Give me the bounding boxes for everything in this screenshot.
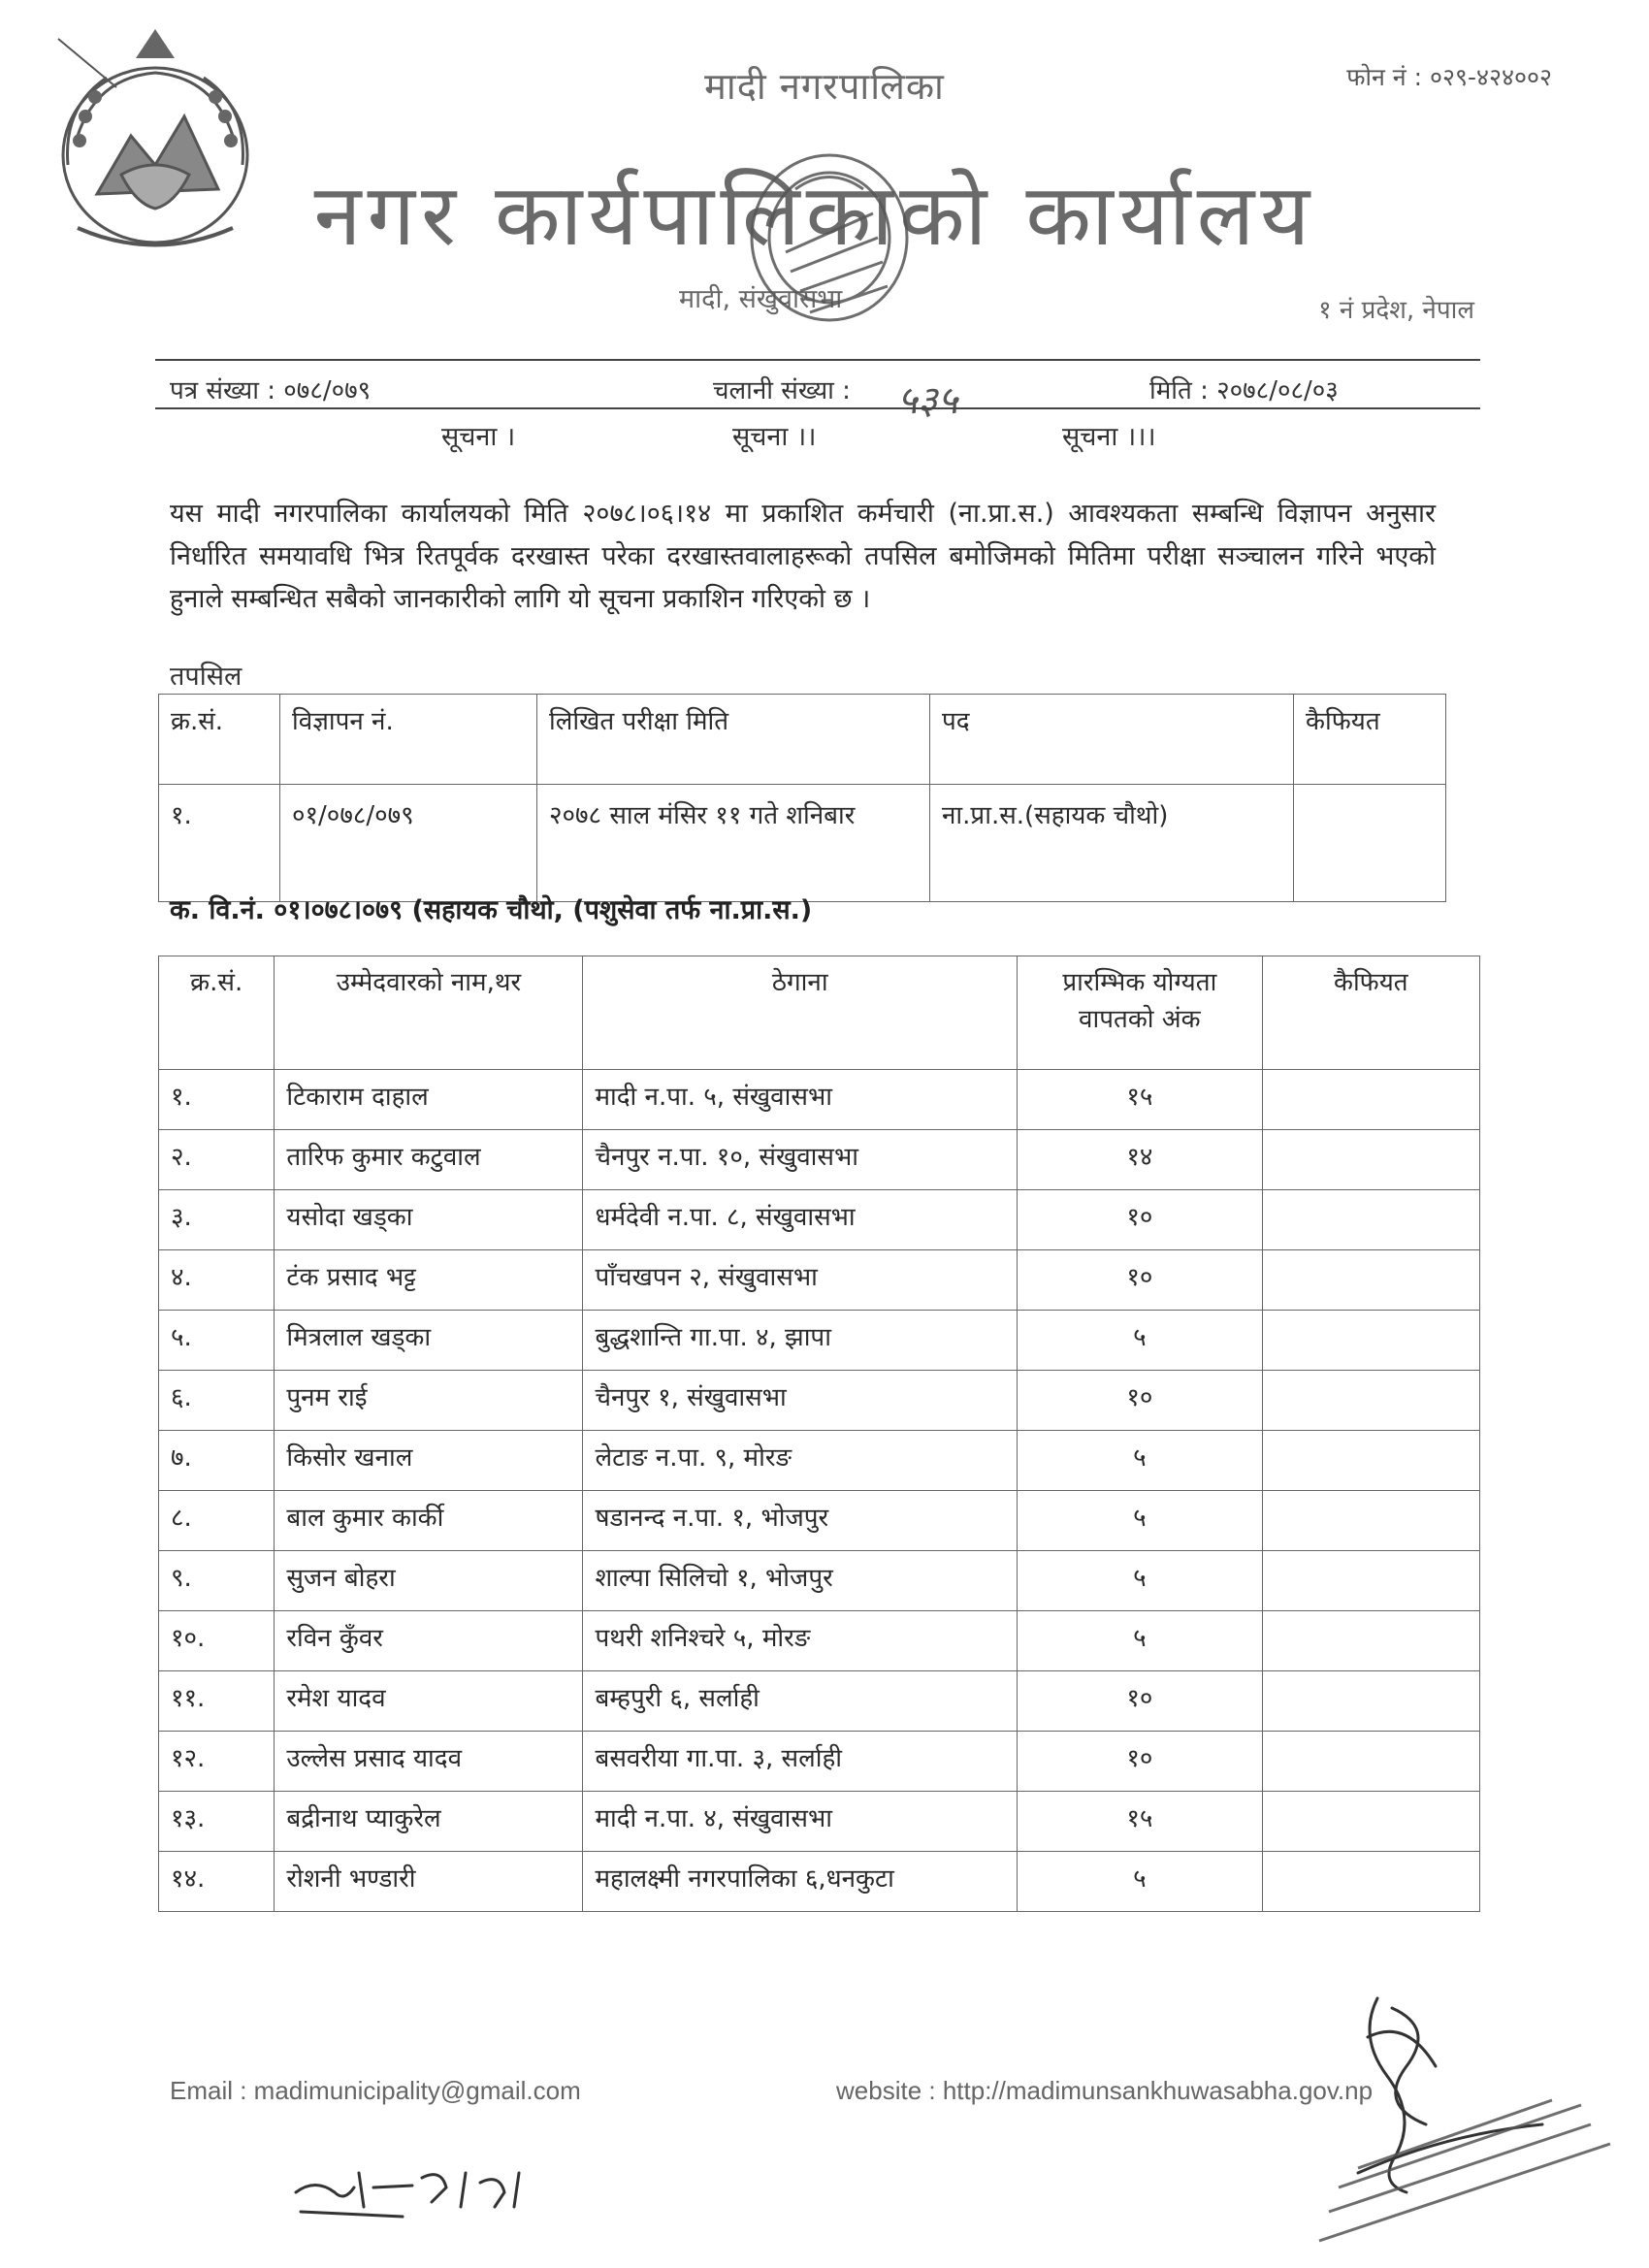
serial-cell: ८.: [159, 1491, 275, 1551]
serial-cell: १२.: [159, 1732, 275, 1792]
table-row: [159, 1491, 1480, 1551]
address-cell: शाल्पा सिलिचो १, भोजपुर: [583, 1551, 1018, 1611]
reference-row: [170, 372, 1470, 423]
address-cell: पाँचखपन २, संखुवासभा: [583, 1250, 1018, 1311]
table-row: [159, 785, 1446, 902]
remark-cell: [1262, 1852, 1479, 1912]
candidate-name-cell: टंक प्रसाद भट्ट: [275, 1250, 583, 1311]
serial-cell: १.: [159, 1070, 275, 1130]
column-header: कैफियत: [1294, 695, 1446, 785]
address-cell: बम्हपुरी ६, सर्लाही: [583, 1671, 1018, 1732]
score-cell: ५: [1018, 1431, 1263, 1491]
score-cell: १५: [1018, 1070, 1263, 1130]
candidate-name-cell: पुनम राई: [275, 1371, 583, 1431]
table-cell: २०७८ साल मंसिर ११ गते शनिबार: [537, 785, 930, 902]
schedule-label: तपसिल: [170, 662, 242, 692]
remark-cell: [1262, 1792, 1479, 1852]
notice-label-2: सूचना ।।: [732, 422, 817, 452]
column-header: विज्ञापन नं.: [280, 695, 537, 785]
table-row: [159, 1671, 1480, 1732]
table-row: [159, 1551, 1480, 1611]
address-cell: मादी न.पा. ५, संखुवासभा: [583, 1070, 1018, 1130]
serial-cell: ९.: [159, 1551, 275, 1611]
officer-signature-stamp: [1300, 1979, 1630, 2260]
municipality-name: मादी नगरपालिका: [704, 65, 945, 108]
column-header: पद: [930, 695, 1294, 785]
phone-number: फोन नं : ०२९-४२४००२: [1346, 63, 1552, 91]
candidate-name-cell: सुजन बोहरा: [275, 1551, 583, 1611]
table-row: [159, 1311, 1480, 1371]
table-row: [159, 1611, 1480, 1671]
address-cell: बुद्धशान्ति गा.पा. ४, झापा: [583, 1311, 1018, 1371]
remark-cell: [1262, 1611, 1479, 1671]
header-divider-top: [155, 359, 1480, 361]
table-header-row: [159, 956, 1480, 1070]
office-seal-stamp: [718, 146, 941, 359]
score-cell: १५: [1018, 1792, 1263, 1852]
serial-cell: ५.: [159, 1311, 275, 1371]
address-cell: मादी न.पा. ४, संखुवासभा: [583, 1792, 1018, 1852]
vacancy-heading: क. वि.नं. ०१।०७८।०७९ (सहायक चौथो, (पशुसेवा तर्फ ना.प्रा.स.): [170, 895, 813, 925]
table-header-row: [159, 695, 1446, 785]
address-cell: लेटाङ न.पा. ९, मोरङ: [583, 1431, 1018, 1491]
column-header: प्रारम्भिक योग्यता वापतको अंक: [1018, 956, 1263, 1070]
serial-cell: २.: [159, 1130, 275, 1190]
office-address: मादी, संखुवासभा: [679, 284, 843, 314]
score-cell: ५: [1018, 1311, 1263, 1371]
candidate-name-cell: बद्रीनाथ प्याकुरेल: [275, 1792, 583, 1852]
table-row: [159, 1070, 1480, 1130]
handwritten-note: [286, 2149, 577, 2226]
table-row: [159, 1130, 1480, 1190]
nepal-emblem-icon: [39, 19, 272, 272]
candidate-name-cell: टिकाराम दाहाल: [275, 1070, 583, 1130]
score-cell: १४: [1018, 1130, 1263, 1190]
score-cell: १०: [1018, 1671, 1263, 1732]
column-header: ठेगाना: [583, 956, 1018, 1070]
candidate-name-cell: रोशनी भण्डारी: [275, 1852, 583, 1912]
remark-cell: [1262, 1250, 1479, 1311]
notice-body: यस मादी नगरपालिका कार्यालयको मिति २०७८।०६।१४ मा प्रकाशित कर्मचारी (ना.प्रा.स.) आवश्यकता सम्बन्धि विज्ञापन अनुसार निर्धारित समयावधि भित्र रितपूर्वक दरखास्त परेका दरखास्तवालाहरूको तपसिल बमोजिमको मितिमा परीक्षा सञ्चालन गरिने भएको हुनाले सम्बन्धित सबैको जानकारीको लागि यो सूचना प्रकाशिन गरिएको छ ।: [170, 499, 1436, 614]
dispatch-number-value: ५३५: [897, 378, 958, 423]
score-cell: १०: [1018, 1190, 1263, 1250]
office-title: नगर कार्यपालिकाको कार्यालय: [313, 165, 1316, 265]
serial-cell: ६.: [159, 1371, 275, 1431]
table-row: [159, 1792, 1480, 1852]
table-row: [159, 1732, 1480, 1792]
address-cell: महालक्ष्मी नगरपालिका ६,धनकुटा: [583, 1852, 1018, 1912]
notice-label-3: सूचना ।।।: [1062, 422, 1156, 452]
serial-cell: १०.: [159, 1611, 275, 1671]
column-header: क्र.सं.: [159, 695, 280, 785]
table-cell: ना.प्रा.स.(सहायक चौथो): [930, 785, 1294, 902]
candidate-name-cell: यसोदा खड्का: [275, 1190, 583, 1250]
candidate-name-cell: उल्लेस प्रसाद यादव: [275, 1732, 583, 1792]
remark-cell: [1262, 1491, 1479, 1551]
serial-cell: १४.: [159, 1852, 275, 1912]
serial-cell: १३.: [159, 1792, 275, 1852]
score-cell: ५: [1018, 1491, 1263, 1551]
notice-label-1: सूचना ।: [441, 422, 516, 452]
column-header: उम्मेदवारको नाम,थर: [275, 956, 583, 1070]
score-cell: १०: [1018, 1250, 1263, 1311]
remark-cell: [1262, 1130, 1479, 1190]
address-cell: षडानन्द न.पा. १, भोजपुर: [583, 1491, 1018, 1551]
candidate-name-cell: रमेश यादव: [275, 1671, 583, 1732]
address-cell: पथरी शनिश्चरे ५, मोरङ: [583, 1611, 1018, 1671]
column-header: क्र.सं.: [159, 956, 275, 1070]
column-header: लिखित परीक्षा मिति: [537, 695, 930, 785]
table-row: [159, 1371, 1480, 1431]
letter-date: मिति : २०७८/०८/०३: [1149, 376, 1339, 405]
table-row: [159, 1852, 1480, 1912]
header-divider-bottom: [155, 407, 1480, 409]
candidate-table: [158, 956, 1480, 1912]
score-cell: ५: [1018, 1852, 1263, 1912]
candidate-table-body: [159, 1070, 1480, 1912]
table-row: [159, 1250, 1480, 1311]
table-row: [159, 1431, 1480, 1491]
serial-cell: ३.: [159, 1190, 275, 1250]
table-cell: [1294, 785, 1446, 902]
remark-cell: [1262, 1371, 1479, 1431]
table-cell: ०१/०७८/०७९: [280, 785, 537, 902]
address-cell: चैनपुर न.पा. १०, संखुवासभा: [583, 1130, 1018, 1190]
address-cell: धर्मदेवी न.पा. ८, संखुवासभा: [583, 1190, 1018, 1250]
score-cell: १०: [1018, 1732, 1263, 1792]
address-cell: बसवरीया गा.पा. ३, सर्लाही: [583, 1732, 1018, 1792]
serial-cell: ७.: [159, 1431, 275, 1491]
serial-cell: ४.: [159, 1250, 275, 1311]
remark-cell: [1262, 1190, 1479, 1250]
column-header: कैफियत: [1262, 956, 1479, 1070]
table-cell: १.: [159, 785, 280, 902]
exam-schedule-table: [158, 694, 1446, 902]
serial-cell: ११.: [159, 1671, 275, 1732]
remark-cell: [1262, 1732, 1479, 1792]
address-cell: चैनपुर १, संखुवासभा: [583, 1371, 1018, 1431]
province: १ नं प्रदेश, नेपाल: [1318, 296, 1474, 325]
letter-number: पत्र संख्या : ०७८/०७९: [170, 376, 372, 405]
remark-cell: [1262, 1311, 1479, 1371]
candidate-name-cell: मित्रलाल खड्का: [275, 1311, 583, 1371]
candidate-name-cell: किसोर खनाल: [275, 1431, 583, 1491]
remark-cell: [1262, 1551, 1479, 1611]
dispatch-number-label: चलानी संख्या :: [713, 376, 851, 405]
score-cell: ५: [1018, 1551, 1263, 1611]
remark-cell: [1262, 1671, 1479, 1732]
remark-cell: [1262, 1431, 1479, 1491]
table-row: [159, 1190, 1480, 1250]
footer-website: website : http://madimunsankhuwasabha.gov.np: [836, 2076, 1374, 2105]
candidate-name-cell: तारिफ कुमार कटुवाल: [275, 1130, 583, 1190]
footer-email: Email : madimunicipality@gmail.com: [170, 2076, 581, 2105]
score-cell: १०: [1018, 1371, 1263, 1431]
score-cell: ५: [1018, 1611, 1263, 1671]
candidate-name-cell: रविन कुँवर: [275, 1611, 583, 1671]
candidate-name-cell: बाल कुमार कार्की: [275, 1491, 583, 1551]
remark-cell: [1262, 1070, 1479, 1130]
